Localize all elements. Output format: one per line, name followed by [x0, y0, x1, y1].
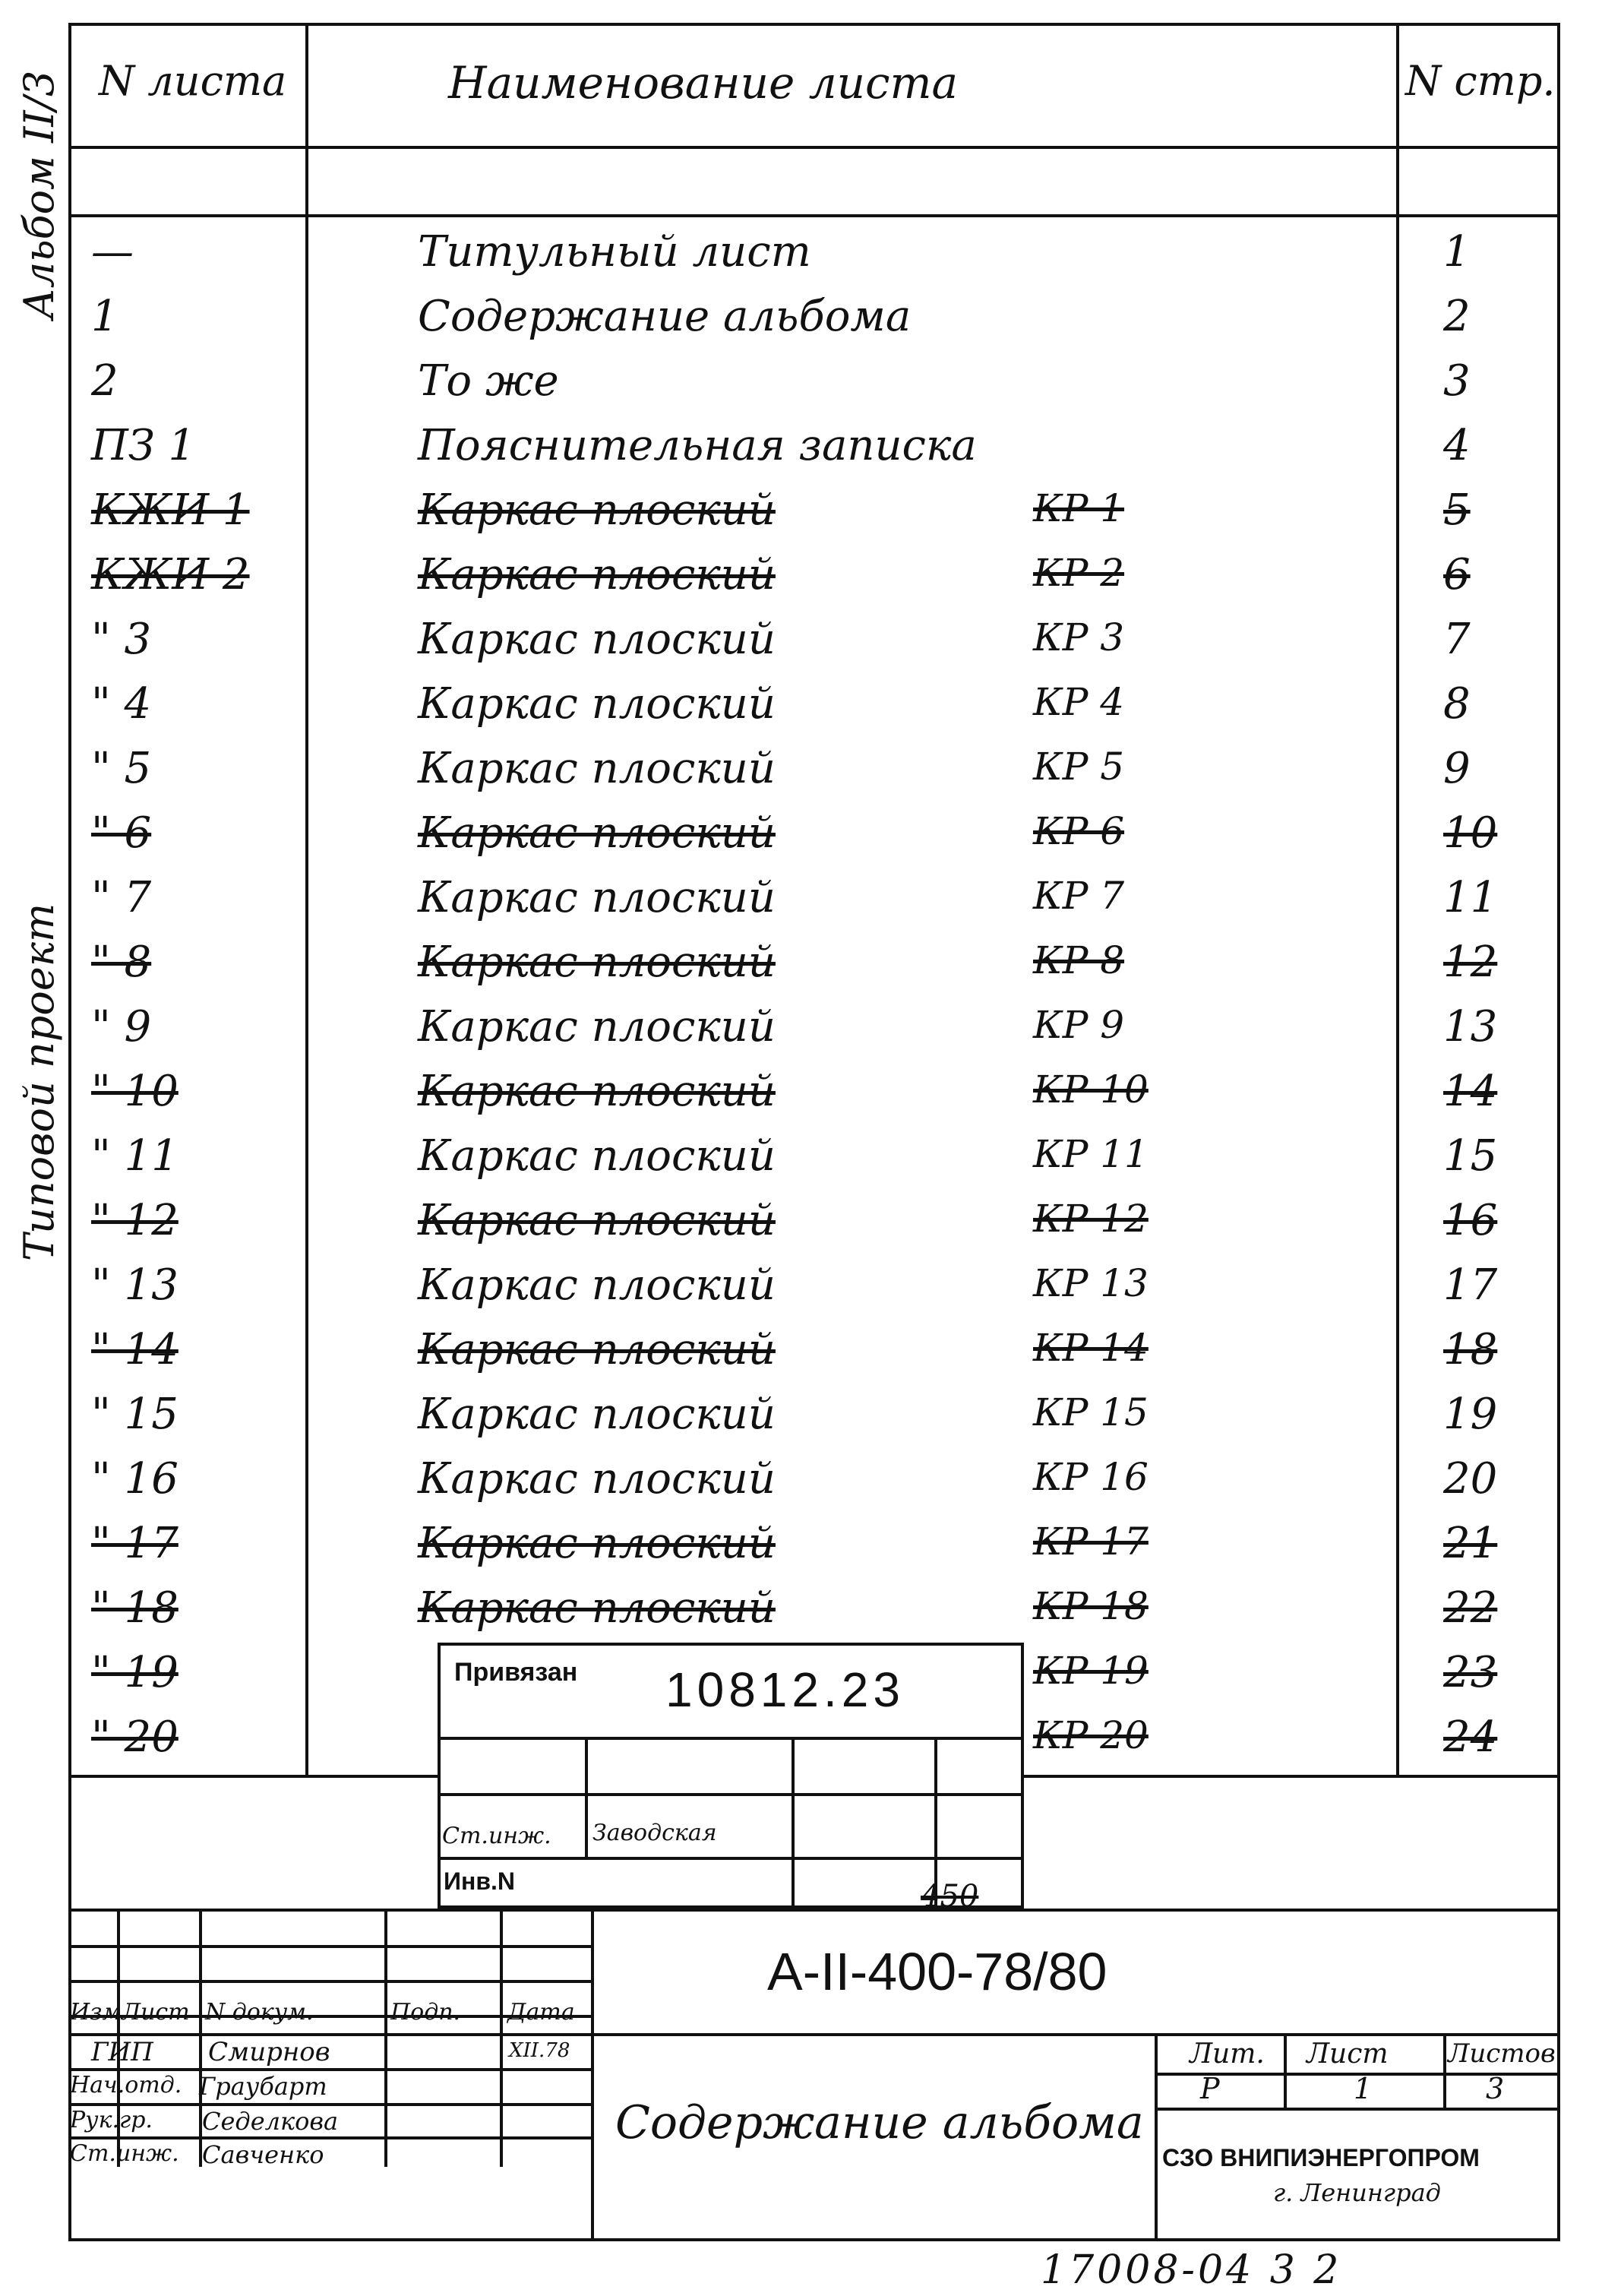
- tb-sheets-value: 3: [1486, 2072, 1505, 2105]
- row-mark: КР 18: [1033, 1584, 1149, 1628]
- row-sheet-number: " 6: [91, 808, 152, 858]
- row-sheet-name: Каркас плоский: [418, 1196, 776, 1245]
- footer-code: 17008-04 3 2: [1041, 2247, 1342, 2293]
- row-sheet-number: ПЗ 1: [91, 421, 196, 470]
- tb-line-1: [68, 1909, 1559, 1912]
- row-sheet-name: Каркас плоский: [418, 1002, 776, 1052]
- tb-col-4: [500, 1909, 503, 2167]
- row-page-number: 7: [1443, 615, 1471, 664]
- list-item: [0, 288, 1602, 353]
- list-item: [0, 482, 1602, 546]
- row-sheet-number: " 8: [91, 938, 152, 987]
- row-sheet-name: Пояснительная записка: [418, 421, 977, 470]
- tb-org: СЗО ВНИПИЭНЕРГОПРОМ: [1162, 2144, 1480, 2171]
- row-sheet-name: Каркас плоский: [418, 873, 776, 922]
- row-sheet-number: 1: [91, 292, 118, 341]
- project-label: Типовой проект: [15, 903, 63, 1261]
- row-sheet-number: " 5: [91, 744, 152, 793]
- list-item: [0, 353, 1602, 417]
- row-page-number: 23: [1443, 1648, 1498, 1697]
- header-sheet-name: Наименование листа: [448, 57, 959, 109]
- row-sheet-number: " 12: [91, 1196, 179, 1245]
- tb-designation-old: 450: [921, 1879, 979, 1914]
- row-mark: КР 1: [1033, 486, 1125, 530]
- row-mark: КР 2: [1033, 551, 1125, 595]
- row-page-number: 1: [1443, 227, 1471, 277]
- row-mark: КР 14: [1033, 1326, 1149, 1370]
- stamp-attached-value: 10812.23: [665, 1662, 905, 1717]
- tb-col-6: [1155, 2033, 1158, 2238]
- tb-line-left-4: [68, 2068, 592, 2071]
- tb-designation: А-II-400-78/80: [767, 1942, 1107, 2001]
- row-page-number: 21: [1443, 1519, 1498, 1568]
- row-mark: КР 3: [1033, 615, 1125, 659]
- tb-col-sign: Подп.: [390, 1999, 461, 2026]
- row-mark: КР 11: [1033, 1132, 1149, 1176]
- header-bottom-line: [68, 146, 1559, 149]
- signer-role-3: Рук.гр.: [70, 2107, 153, 2133]
- row-mark: КР 7: [1033, 874, 1125, 918]
- tb-col-8: [1443, 2033, 1446, 2109]
- row-sheet-number: —: [91, 227, 134, 277]
- row-sheet-number: " 3: [91, 615, 152, 664]
- stamp-role: Ст.инж.: [442, 1823, 551, 1849]
- row-mark: КР 20: [1033, 1713, 1149, 1757]
- list-item: [0, 934, 1602, 998]
- row-page-number: 6: [1443, 550, 1471, 599]
- signer-name-4: Савченко: [202, 2140, 324, 2169]
- row-sheet-name: Каркас плоский: [418, 550, 776, 599]
- header-page-no: N стр.: [1405, 57, 1556, 105]
- row-page-number: 8: [1443, 679, 1471, 729]
- header-sheet-no: N листа: [99, 57, 287, 105]
- row-page-number: 2: [1443, 292, 1471, 341]
- row-page-number: 3: [1443, 356, 1471, 406]
- tb-line-left-2: [68, 1980, 592, 1983]
- stamp-person: Заводская: [592, 1820, 717, 1846]
- tb-line-left-6: [68, 2136, 592, 2139]
- row-page-number: 16: [1443, 1196, 1498, 1245]
- signer-name-3: Седелкова: [202, 2107, 339, 2136]
- list-item: [0, 998, 1602, 1063]
- row-sheet-number: " 11: [91, 1131, 179, 1181]
- blank-row-line: [68, 214, 1559, 217]
- row-sheet-number: " 15: [91, 1390, 179, 1439]
- tb-line-left-5: [68, 2103, 592, 2106]
- signer-date-1: XII.78: [509, 2039, 570, 2062]
- row-sheet-number: " 4: [91, 679, 152, 729]
- tb-sheet-value: 1: [1354, 2072, 1373, 2105]
- row-sheet-name: Каркас плоский: [418, 1519, 776, 1568]
- row-page-number: 10: [1443, 808, 1498, 858]
- row-sheet-name: Каркас плоский: [418, 1260, 776, 1310]
- row-sheet-name: Каркас плоский: [418, 1325, 776, 1374]
- tb-lit-label: Лит.: [1190, 2038, 1265, 2070]
- row-sheet-name: То же: [418, 356, 559, 406]
- frame-top: [68, 23, 1559, 26]
- row-sheet-name: Каркас плоский: [418, 808, 776, 858]
- row-sheet-name: Титульный лист: [418, 227, 811, 277]
- row-sheet-number: " 13: [91, 1260, 179, 1310]
- row-mark: КР 6: [1033, 809, 1125, 853]
- row-sheet-number: " 19: [91, 1648, 179, 1697]
- tb-col-date: Дата: [507, 1999, 575, 2026]
- signer-role-1: ГИП: [91, 2037, 153, 2067]
- stamp-inv-label: Инв.N: [444, 1867, 515, 1895]
- row-sheet-name: Каркас плоский: [418, 1131, 776, 1181]
- row-page-number: 12: [1443, 938, 1498, 987]
- list-item: [0, 611, 1602, 675]
- list-item: [0, 1257, 1602, 1321]
- row-sheet-number: " 14: [91, 1325, 179, 1374]
- list-item: [0, 546, 1602, 611]
- list-item: [0, 417, 1602, 482]
- list-item: [0, 223, 1602, 288]
- row-mark: КР 12: [1033, 1197, 1149, 1241]
- list-item: [0, 869, 1602, 934]
- row-mark: КР 4: [1033, 680, 1125, 724]
- list-item: [0, 740, 1602, 805]
- row-page-number: 15: [1443, 1131, 1498, 1181]
- row-page-number: 22: [1443, 1583, 1498, 1633]
- list-item: [0, 1515, 1602, 1580]
- tb-line-left-1: [68, 1945, 592, 1948]
- row-sheet-number: " 10: [91, 1067, 179, 1116]
- row-sheet-number: КЖИ 2: [91, 550, 250, 599]
- row-page-number: 14: [1443, 1067, 1498, 1116]
- list-item: [0, 1450, 1602, 1515]
- signer-role-4: Ст.инж.: [70, 2140, 179, 2167]
- list-item: [0, 1321, 1602, 1386]
- row-mark: КР 10: [1033, 1067, 1149, 1112]
- row-sheet-name: Содержание альбома: [418, 292, 912, 341]
- tb-col-izm: Изм: [70, 1999, 122, 2026]
- row-page-number: 9: [1443, 744, 1471, 793]
- list-item: [0, 1580, 1602, 1644]
- list-item: [0, 1127, 1602, 1192]
- tb-col-list: Лист: [122, 1999, 190, 2026]
- row-sheet-name: Каркас плоский: [418, 1067, 776, 1116]
- tb-city: г. Ленинград: [1273, 2178, 1441, 2207]
- row-sheet-name: Каркас плоский: [418, 938, 776, 987]
- row-sheet-name: Каркас плоский: [418, 615, 776, 664]
- row-page-number: 17: [1443, 1260, 1498, 1310]
- album-label: Альбом II/3: [15, 70, 63, 319]
- tb-col-docnum: N докум.: [205, 1999, 314, 2026]
- row-sheet-name: Каркас плоский: [418, 485, 776, 535]
- list-item: [0, 1386, 1602, 1450]
- list-item: [0, 1192, 1602, 1257]
- signer-name-2: Граубарт: [199, 2072, 327, 2101]
- row-sheet-number: " 20: [91, 1713, 179, 1762]
- row-mark: КР 15: [1033, 1390, 1149, 1434]
- list-item: [0, 1063, 1602, 1127]
- tb-col-5: [591, 1909, 594, 2238]
- frame-bottom: [68, 2238, 1559, 2241]
- row-sheet-number: КЖИ 1: [91, 485, 250, 535]
- row-sheet-number: 2: [91, 356, 118, 406]
- row-sheet-name: Каркас плоский: [418, 679, 776, 729]
- binding-stamp: [438, 1643, 1024, 1909]
- signer-role-2: Нач.отд.: [70, 2072, 182, 2098]
- row-sheet-number: " 18: [91, 1583, 179, 1633]
- row-sheet-number: " 7: [91, 873, 152, 922]
- tb-col-7: [1284, 2033, 1287, 2109]
- stamp-attached-label: Привязан: [454, 1658, 578, 1687]
- tb-line-mid: [68, 2033, 1559, 2036]
- tb-lit-value: Р: [1200, 2072, 1220, 2105]
- row-sheet-number: " 9: [91, 1002, 152, 1052]
- tb-sheet-label: Лист: [1307, 2038, 1389, 2070]
- row-sheet-name: Каркас плоский: [418, 1454, 776, 1504]
- row-mark: КР 19: [1033, 1649, 1149, 1693]
- tb-line-right-2: [1155, 2108, 1559, 2111]
- row-mark: КР 16: [1033, 1455, 1149, 1499]
- tb-col-3: [384, 1909, 387, 2167]
- row-sheet-name: Каркас плоский: [418, 1583, 776, 1633]
- list-item: [0, 805, 1602, 869]
- row-mark: КР 5: [1033, 745, 1125, 789]
- row-mark: КР 8: [1033, 938, 1125, 982]
- signer-name-1: Смирнов: [208, 2037, 330, 2067]
- row-page-number: 24: [1443, 1713, 1498, 1762]
- row-page-number: 11: [1443, 873, 1498, 922]
- tb-sheets-label: Листов: [1448, 2038, 1556, 2069]
- list-item: [0, 675, 1602, 740]
- row-page-number: 4: [1443, 421, 1471, 470]
- row-sheet-number: " 17: [91, 1519, 179, 1568]
- row-mark: КР 13: [1033, 1261, 1149, 1305]
- tb-sheet-title: Содержание альбома: [615, 2096, 1144, 2149]
- row-mark: КР 17: [1033, 1520, 1149, 1564]
- row-page-number: 18: [1443, 1325, 1498, 1374]
- row-page-number: 20: [1443, 1454, 1498, 1504]
- row-page-number: 13: [1443, 1002, 1498, 1052]
- row-sheet-name: Каркас плоский: [418, 744, 776, 793]
- row-page-number: 19: [1443, 1390, 1498, 1439]
- row-sheet-name: Каркас плоский: [418, 1390, 776, 1439]
- row-page-number: 5: [1443, 485, 1471, 535]
- row-mark: КР 9: [1033, 1003, 1125, 1047]
- row-sheet-number: " 16: [91, 1454, 179, 1504]
